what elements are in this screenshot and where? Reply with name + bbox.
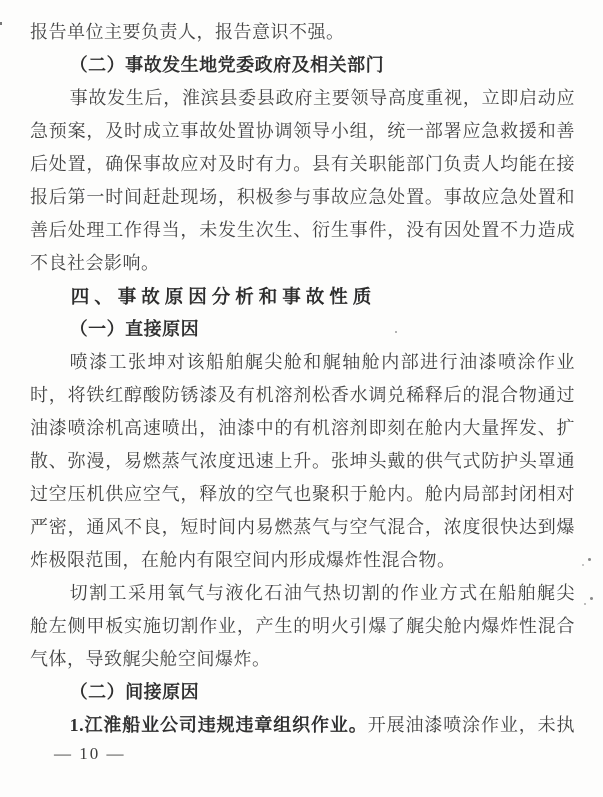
scan-speck — [590, 597, 593, 600]
body-line: 不良社会影响。 — [30, 253, 160, 273]
body-line: 切割工采用氧气与液化石油气热切割的作业方式在船舶艉尖 — [69, 583, 575, 603]
scan-speck — [582, 564, 584, 566]
body-line: 事故发生后，淮滨县委县政府主要领导高度重视，立即启动应 — [69, 88, 575, 108]
body-line: 报告单位主要负责人，报告意识不强。 — [30, 22, 345, 42]
body-line: 油漆喷涂机高速喷出，油漆中的有机溶剂即刻在舱内大量挥发、扩 — [30, 418, 575, 438]
body-line: 时，将铁红醇酸防锈漆及有机溶剂松香水调兑稀释后的混合物通过 — [30, 385, 575, 405]
body-line: 舱左侧甲板实施切割作业，产生的明火引爆了艉尖舱内爆炸性混合 — [30, 616, 575, 636]
body-line: 喷漆工张坤对该船舶艉尖舱和艉轴舱内部进行油漆喷涂作业 — [69, 352, 575, 372]
section-heading-indirect-cause: （二）间接原因 — [69, 682, 200, 702]
body-line — [30, 709, 575, 742]
numbered-item-text: 开展油漆喷涂作业，未执 — [367, 715, 576, 735]
chapter-heading-cause-analysis: 四、事故原因分析和事故性质 — [70, 286, 377, 307]
scan-speck — [0, 22, 2, 25]
body-line: 气体，导致艉尖舱空间爆炸。 — [30, 649, 271, 669]
scan-speck — [395, 331, 397, 333]
page-number: — 10 — — [54, 744, 126, 763]
body-line: 炸极限范围，在舱内有限空间内形成爆炸性混合物。 — [30, 550, 456, 570]
scan-speck — [588, 558, 591, 561]
body-line: 报后第一时间赶赴现场，积极参与事故应急处置。事故应急处置和 — [30, 187, 575, 207]
body-line: 散、弥漫，易燃蒸气浓度迅速上升。张坤头戴的供气式防护头罩通 — [30, 451, 575, 471]
numbered-item-bold-lead: 1.江淮船业公司违规违章组织作业。 — [69, 715, 368, 735]
section-heading-local-government: （二）事故发生地党委政府及相关部门 — [69, 55, 385, 75]
body-line: 严密，通风不良，短时间内易燃蒸气与空气混合，浓度很快达到爆 — [30, 517, 575, 537]
section-heading-direct-cause: （一）直接原因 — [69, 319, 200, 339]
body-line: 过空压机供应空气，释放的空气也聚积于舱内。舱内局部封闭相对 — [30, 484, 575, 504]
body-line: 善后处理工作得当，未发生次生、衍生事件，没有因处置不力造成 — [30, 220, 575, 240]
body-line: 后处置，确保事故应对及时有力。县有关职能部门负责人均能在接 — [30, 154, 575, 174]
body-line: 急预案，及时成立事故处置协调领导小组，统一部署应急救援和善 — [30, 121, 575, 141]
scan-speck — [584, 603, 586, 605]
